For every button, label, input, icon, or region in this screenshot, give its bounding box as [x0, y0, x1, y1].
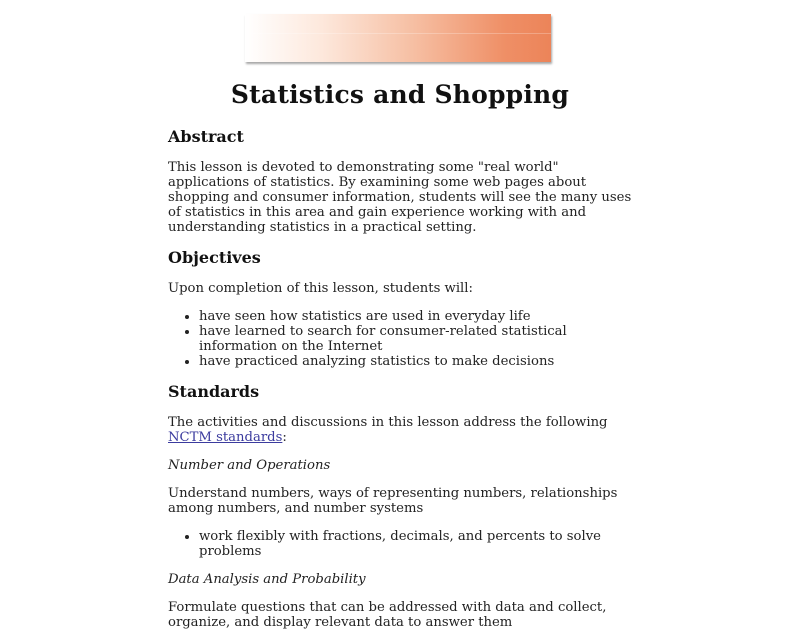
- nctm-standards-link[interactable]: NCTM standards: [168, 430, 283, 445]
- standard-group-description: Formulate questions that can be addressed with data and collect, organize, and display relevant data to answer them: [168, 600, 607, 630]
- standards-heading: Standards: [168, 382, 260, 401]
- list-item: • have practiced analyzing statistics to make decisions: [199, 354, 638, 369]
- standards-intro-colon: :: [282, 430, 287, 445]
- standard-group-title: Data Analysis and Probability: [168, 572, 366, 587]
- abstract-heading: Abstract: [168, 127, 244, 146]
- objectives-heading: Objectives: [168, 248, 261, 267]
- abstract-text: This lesson is devoted to demonstrating some "real world" applications of statistics. By examining some web pages about shopping and consumer information, students will see the many uses of statistics in this area and gain experience working with and understanding statistics in a practical setting.: [168, 160, 632, 235]
- standard-group-list: [168, 529, 638, 559]
- list-item: • work flexibly with fractions, decimals, and percents to solve problems: [199, 529, 638, 559]
- standards-intro-text: The activities and discussions in this lesson address the following: [168, 415, 608, 430]
- objectives-intro: Upon completion of this lesson, students will:: [168, 281, 473, 296]
- standard-group-title: Number and Operations: [168, 458, 331, 473]
- banner-image: [245, 14, 551, 62]
- standard-group-description: Understand numbers, ways of representing numbers, relationships among numbers, and number systems: [168, 486, 618, 516]
- list-item: • have learned to search for consumer-related statistical information on the Internet: [199, 324, 638, 354]
- main-content: [168, 127, 638, 630]
- standards-intro: [168, 415, 638, 445]
- list-item: • have seen how statistics are used in everyday life: [199, 309, 638, 324]
- objectives-list: [168, 309, 638, 369]
- page-title: Statistics and Shopping: [230, 80, 570, 109]
